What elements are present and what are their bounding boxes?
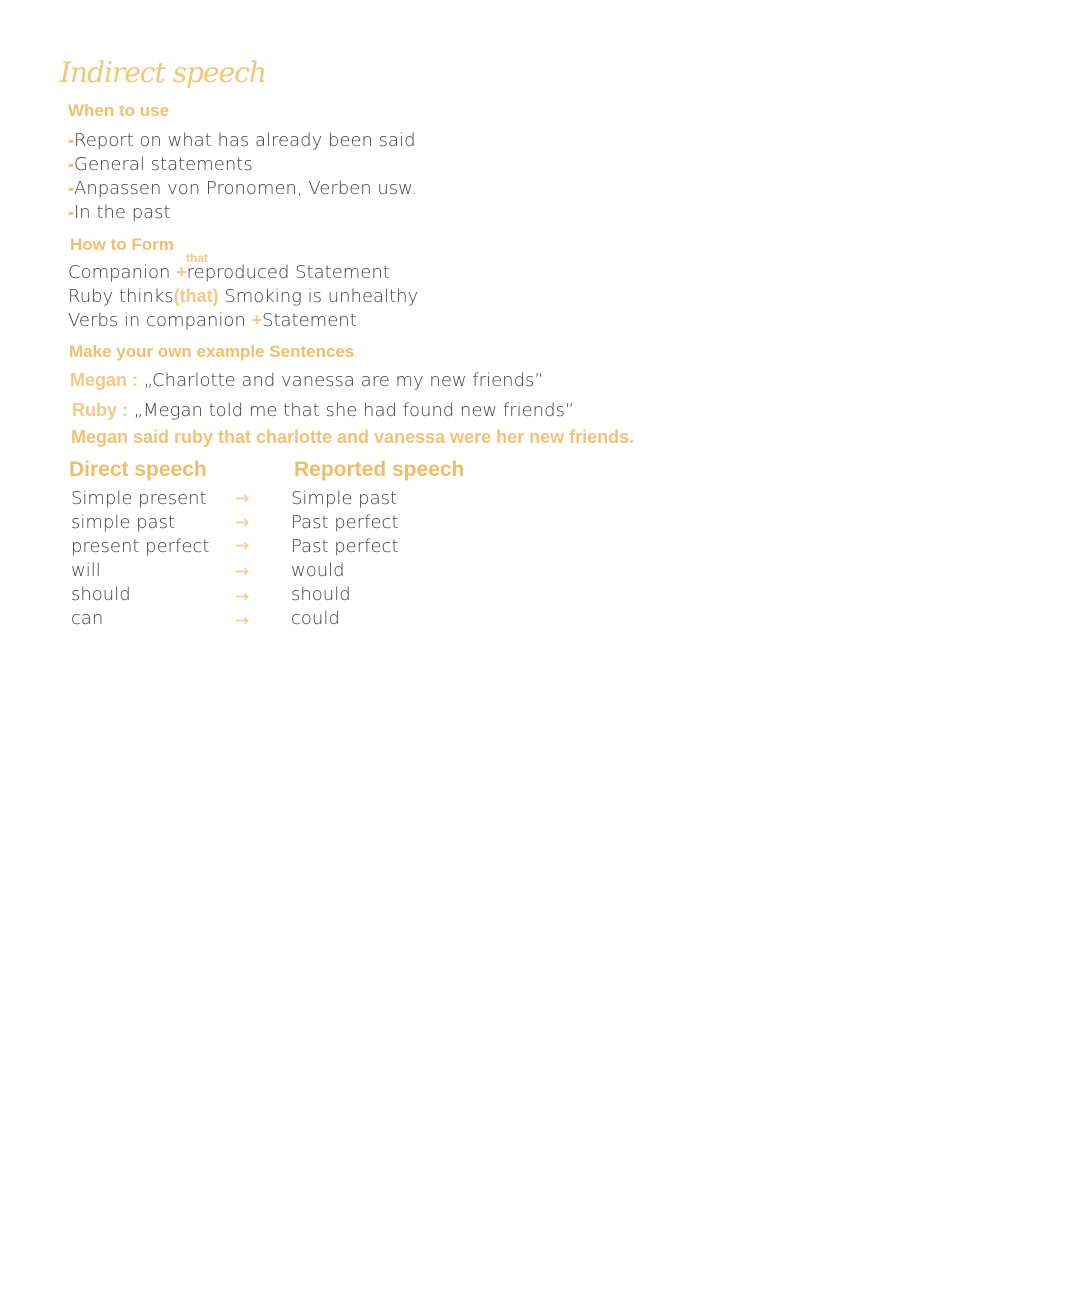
arrow-icon: →	[235, 489, 250, 509]
when-to-use-heading: When to use	[68, 101, 170, 120]
example-line-2	[72, 400, 574, 421]
table-cell-direct: Simple present	[71, 488, 207, 509]
list-item	[68, 154, 253, 175]
list-item-text: In the past	[74, 202, 171, 223]
example-quote: „Charlotte and vanessa are my new friends”	[143, 370, 544, 391]
arrow-icon: →	[235, 513, 250, 533]
example-line-3: Megan said ruby that charlotte and vanessa were her new friends.	[71, 427, 635, 447]
table-cell-direct: simple past	[71, 512, 176, 533]
form-line-1-part1: Companion	[68, 262, 171, 283]
table-cell-reported: would	[291, 560, 345, 581]
bullet-mark: -	[68, 130, 74, 150]
arrow-icon: →	[235, 562, 250, 582]
bullet-mark: -	[68, 178, 74, 198]
example-quote: „Megan told me that she had found new friends”	[133, 400, 575, 421]
form-line-2-accent: (that)	[173, 286, 219, 306]
form-line-2	[68, 286, 418, 307]
table-cell-reported: Past perfect	[291, 536, 399, 557]
table-cell-direct: can	[71, 608, 104, 629]
table-cell-reported: Simple past	[291, 488, 398, 509]
table-cell-reported: Past perfect	[291, 512, 399, 533]
list-item	[68, 202, 171, 223]
arrow-icon: →	[235, 587, 250, 607]
plus-icon: +	[176, 262, 187, 282]
form-line-2-part2: Smoking is unhealthy	[224, 286, 419, 307]
example-line-1	[70, 370, 544, 391]
table-cell-direct: present perfect	[71, 536, 210, 557]
bullet-mark: -	[68, 202, 74, 222]
examples-heading: Make your own example Sentences	[69, 342, 355, 361]
plus-icon: +	[251, 310, 263, 330]
reported-speech-heading: Reported speech	[294, 458, 465, 481]
form-line-1-part2: reproduced Statement	[186, 262, 390, 283]
table-cell-reported: could	[291, 608, 340, 629]
speaker-label: Ruby :	[72, 400, 128, 420]
table-cell-direct: will	[71, 560, 101, 581]
list-item	[68, 130, 416, 151]
direct-speech-heading: Direct speech	[69, 458, 207, 481]
list-item	[68, 178, 417, 199]
arrow-icon: →	[235, 536, 250, 556]
speaker-label: Megan :	[70, 370, 139, 390]
list-item-text: General statements	[74, 154, 253, 175]
list-item-text: Anpassen von Pronomen, Verben usw.	[74, 178, 417, 199]
inserted-that: that	[186, 251, 208, 265]
arrow-icon: →	[235, 611, 250, 631]
list-item-text: Report on what has already been said	[74, 130, 416, 151]
how-to-form-heading: How to Form	[70, 235, 174, 254]
form-line-2-part1: Ruby thinks	[68, 286, 174, 307]
form-line-3-part2: Statement	[262, 310, 357, 331]
page-title: Indirect speech	[60, 56, 266, 89]
form-line-3-part1: Verbs in companion	[68, 310, 246, 331]
table-cell-direct: should	[71, 584, 131, 605]
form-line-3	[68, 310, 357, 331]
bullet-mark: -	[68, 154, 74, 174]
table-cell-reported: should	[291, 584, 351, 605]
form-line-1	[68, 262, 390, 283]
